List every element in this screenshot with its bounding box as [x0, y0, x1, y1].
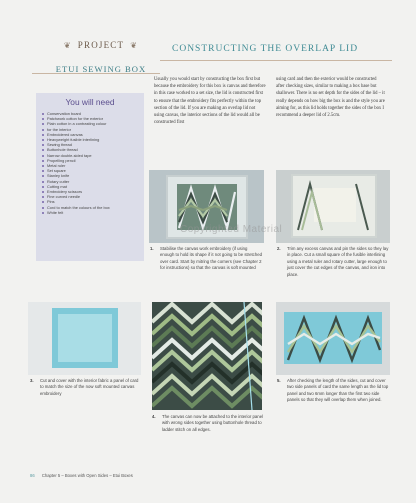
left-divider	[32, 73, 160, 74]
list-item: Rotary cutter	[42, 179, 138, 184]
list-item: Embroidered canvas	[42, 132, 138, 137]
right-divider	[160, 60, 392, 61]
list-item: Heavyweight fusible interlining	[42, 137, 138, 142]
step-3-photo	[28, 302, 141, 375]
project-title: ETUI SEWING BOX	[55, 64, 147, 74]
list-item: Metal ruler	[42, 163, 138, 168]
step-number: 4.	[152, 414, 156, 419]
list-item: Fine curved needle	[42, 194, 138, 199]
watermark: Copyrighted Material	[180, 224, 283, 235]
list-item: Pins	[42, 199, 138, 204]
step-2-photo	[276, 170, 390, 243]
step-4-caption	[152, 414, 264, 433]
step-5-caption	[277, 378, 389, 404]
step-5-photo	[276, 302, 390, 375]
step-3-caption	[30, 378, 140, 397]
materials-list	[42, 111, 138, 215]
step-text: The canvas can now be attached to the interior panel with wrong sides together using buttonhole thread to ladder stitch on all edges.	[162, 414, 264, 432]
left-ornament-icon: ❦	[63, 40, 72, 50]
step-text: Stabilise the canvas work embroidery (if using enough to hold its shape if it not going to be stretched over card. Start by mitring the corners (see Chapter 2 for instructions) so that the canvas is soft mounted	[160, 246, 263, 271]
step-text: Trim any excess canvas and pin the sides so they lay in place. Cut a small square of the fusible interlining using a metal ruler and rotary cutter, large enough to just cover the cut edges of the canvas, and iron into place.	[287, 246, 389, 277]
list-item: Narrow double-sided tape	[42, 153, 138, 158]
list-item: Cord to match the colours of the box	[42, 205, 138, 210]
step-text: Cut and cover with the interior fabric a panel of card to match the size of the now soft mounted canvas embroidery	[40, 378, 139, 396]
chapter-label: Chapter 5 – Boxes with Open Sides – Etui Boxes	[41, 473, 133, 478]
list-item: White felt	[42, 210, 138, 215]
section-title: CONSTRUCTING THE OVERLAP LID	[172, 44, 359, 54]
list-item: Stanley knife	[42, 173, 138, 178]
body-column-1: Usually you would start by constructing the box first but because the embroidery for this box is canvas and therefore in this case worked to a set size, the lid is constructed first to ensure that the embroidery fits perfectly within the top section of the lid. If you are making an overlap lid not using canvas, the interior sections of the lid would all be constructed first	[154, 77, 266, 126]
list-item: Cutting mat	[42, 184, 138, 189]
list-item: Patchwork cotton for the exterior	[42, 116, 138, 121]
list-item: Propelling pencil	[42, 158, 138, 163]
list-item: Plain cotton in a contrasting colour	[42, 121, 138, 126]
project-header	[40, 40, 162, 74]
step-number: 5.	[277, 378, 281, 383]
list-item: for the interior	[42, 127, 138, 132]
materials-box	[36, 93, 144, 261]
step-4-photo	[152, 302, 262, 410]
step-2-caption	[277, 246, 389, 278]
step-text: After checking the length of the sides, cut and cover two side panels of card the same length as the lid top panel and two 6mm longer than the first two side panels so that they will overlap them when joined.	[287, 378, 389, 403]
list-item: Set square	[42, 168, 138, 173]
step-number: 3.	[30, 378, 34, 383]
right-ornament-icon: ❦	[130, 40, 139, 50]
page-number: 86	[30, 473, 35, 478]
project-label: PROJECT	[77, 40, 125, 50]
list-item: Embroidery scissors	[42, 189, 138, 194]
list-item: Buttonhole thread	[42, 147, 138, 152]
step-1-caption	[150, 246, 262, 272]
page-footer	[30, 473, 133, 478]
step-number: 1.	[150, 246, 154, 251]
body-column-2: using card and then the exterior would be constructed after checking sizes, similar to making a box base but shallower. There is no set depth for the sides of the lid – it really depends on how big the box is and the style you are aiming for, as this lid holds together the sides of the box I recommend a deeper lid of 2.5cm.	[276, 77, 385, 119]
list-item: Sewing thread	[42, 142, 138, 147]
step-number: 2.	[277, 246, 281, 251]
list-item: Conservation board	[42, 111, 138, 116]
materials-heading: You will need	[65, 97, 115, 107]
